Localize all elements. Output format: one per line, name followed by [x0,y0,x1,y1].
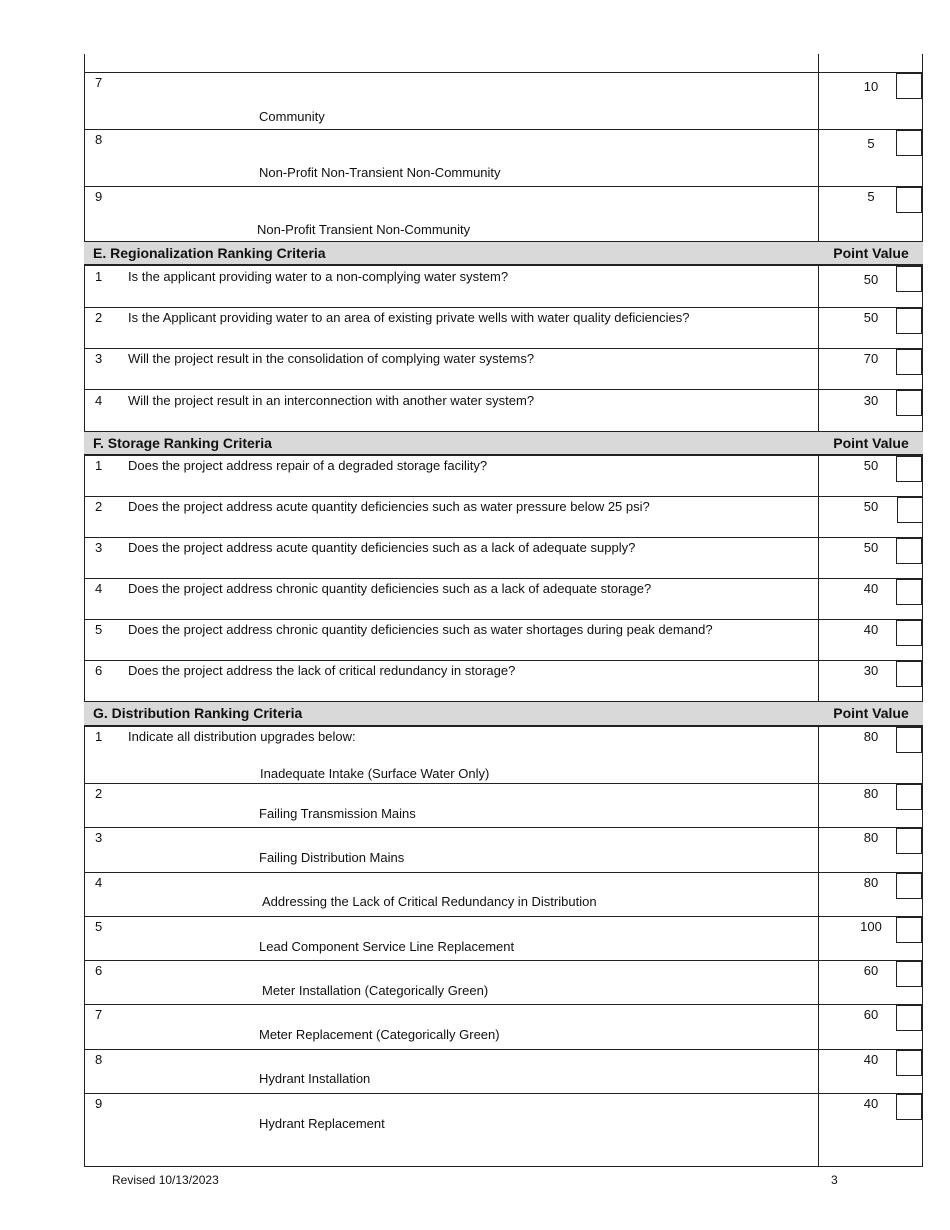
upgrade-label: Hydrant Installation [259,1071,371,1086]
criteria-question: Does the project address chronic quantity deficiencies such as a lack of adequate storage? [128,581,652,596]
checkbox[interactable] [896,349,922,375]
point-value: 50 [863,499,879,514]
row-number: 8 [95,1052,103,1067]
row-number: 8 [95,132,103,147]
checkbox[interactable] [896,579,922,605]
criteria-question: Does the project address the lack of critical redundancy in storage? [128,663,516,678]
table-row [84,389,923,431]
row-number: 4 [95,581,103,596]
page-number: 3 [831,1173,838,1187]
row-number: 6 [95,663,103,678]
upgrade-label: Lead Component Service Line Replacement [259,939,515,954]
checkbox[interactable] [896,727,922,753]
point-value: 60 [863,963,879,978]
point-value: 10 [863,79,879,94]
section-g-header [84,701,923,726]
point-value-header: Point Value [833,435,909,451]
row-number: 2 [95,786,103,801]
table-row [84,960,923,1004]
row-number: 5 [95,919,103,934]
row-number: 3 [95,351,103,366]
section-title: E. Regionalization Ranking Criteria [93,245,326,261]
row-number: 7 [95,75,103,90]
upgrade-label: Inadequate Intake (Surface Water Only) [260,766,490,781]
checkbox[interactable] [896,73,922,99]
revised-date: Revised 10/13/2023 [112,1173,219,1187]
checkbox[interactable] [896,620,922,646]
point-value: 70 [863,351,879,366]
table-row [84,496,923,537]
criteria-question: Does the project address chronic quantity deficiencies such as water shortages during peak demand? [128,622,713,637]
table-row [84,1049,923,1093]
point-value: 40 [863,622,879,637]
row-number: 3 [95,830,103,845]
upgrade-label: Failing Transmission Mains [259,806,416,821]
checkbox[interactable] [896,917,922,943]
section-title: G. Distribution Ranking Criteria [93,705,303,721]
table-row [84,1004,923,1049]
point-value: 5 [867,136,875,151]
table-row [84,265,923,307]
criteria-question: Is the applicant providing water to a non-complying water system? [128,269,509,284]
row-number: 1 [95,729,103,744]
upgrade-label: Hydrant Replacement [259,1116,385,1131]
table-row [84,72,923,129]
criteria-question: Will the project result in the consolidation of complying water systems? [128,351,535,366]
point-value: 5 [867,189,875,204]
criteria-question: Does the project address acute quantity deficiencies such as a lack of adequate supply? [128,540,636,555]
row-number: 9 [95,1096,103,1111]
checkbox[interactable] [896,538,922,564]
row-number: 3 [95,540,103,555]
row-number: 2 [95,499,103,514]
upgrade-label: Failing Distribution Mains [259,850,405,865]
criteria-question: Will the project result in an interconnection with another water system? [128,393,535,408]
table-row [84,827,923,872]
system-type-label: Community [259,109,325,124]
upgrade-label: Meter Replacement (Categorically Green) [259,1027,500,1042]
table-row [84,726,923,783]
point-value: 50 [863,540,879,555]
checkbox[interactable] [896,187,922,213]
point-value: 100 [860,919,882,934]
table-row [84,307,923,348]
point-value: 80 [863,830,879,845]
point-value: 40 [863,581,879,596]
table-row [84,186,923,241]
checkbox[interactable] [896,961,922,987]
table-row [84,1093,923,1167]
table-row [84,578,923,619]
row-number: 7 [95,1007,103,1022]
checkbox[interactable] [896,1094,922,1120]
table-row [84,783,923,827]
row-number: 4 [95,393,103,408]
point-value-header: Point Value [833,245,909,261]
row-number: 5 [95,622,103,637]
point-value: 50 [863,272,879,287]
point-value: 60 [863,1007,879,1022]
point-value: 30 [863,663,879,678]
checkbox[interactable] [896,1050,922,1076]
point-value: 50 [863,458,879,473]
system-type-label: Non-Profit Non-Transient Non-Community [259,165,501,180]
table-row [84,619,923,660]
checkbox[interactable] [896,390,922,416]
row-number: 2 [95,310,103,325]
point-value: 40 [863,1096,879,1111]
row-number: 6 [95,963,103,978]
point-value: 40 [863,1052,879,1067]
checkbox[interactable] [896,661,922,687]
criteria-question: Does the project address repair of a degraded storage facility? [128,458,488,473]
row-number: 4 [95,875,103,890]
checkbox[interactable] [896,456,922,482]
checkbox[interactable] [896,873,922,899]
checkbox[interactable] [896,266,922,292]
checkbox[interactable] [897,497,923,523]
point-value: 80 [863,729,879,744]
table-row [84,129,923,186]
point-value: 30 [863,393,879,408]
checkbox[interactable] [896,308,922,334]
table-row [84,872,923,916]
checkbox[interactable] [896,784,922,810]
point-value: 50 [863,310,879,325]
row-number: 1 [95,269,103,284]
table-row [84,537,923,578]
table-row [84,455,923,496]
table-row [84,348,923,389]
point-value: 80 [863,786,879,801]
row-number: 9 [95,189,103,204]
row-number: 1 [95,458,103,473]
checkbox[interactable] [896,1005,922,1031]
upgrade-label: Meter Installation (Categorically Green) [262,983,489,998]
criteria-question: Is the Applicant providing water to an area of existing private wells with water quality deficiencies? [128,310,690,325]
criteria-question: Does the project address acute quantity deficiencies such as water pressure below 25 psi? [128,499,650,514]
upgrade-label: Addressing the Lack of Critical Redundancy in Distribution [262,894,597,909]
checkbox[interactable] [896,130,922,156]
table-row [84,660,923,701]
distribution-intro: Indicate all distribution upgrades below: [128,729,356,744]
point-value: 80 [863,875,879,890]
checkbox[interactable] [896,828,922,854]
point-value-header: Point Value [833,705,909,721]
section-e-header [84,241,923,265]
section-f-header [84,431,923,455]
section-title: F. Storage Ranking Criteria [93,435,272,451]
system-type-label: Non-Profit Transient Non-Community [257,222,471,237]
table-row [84,916,923,960]
